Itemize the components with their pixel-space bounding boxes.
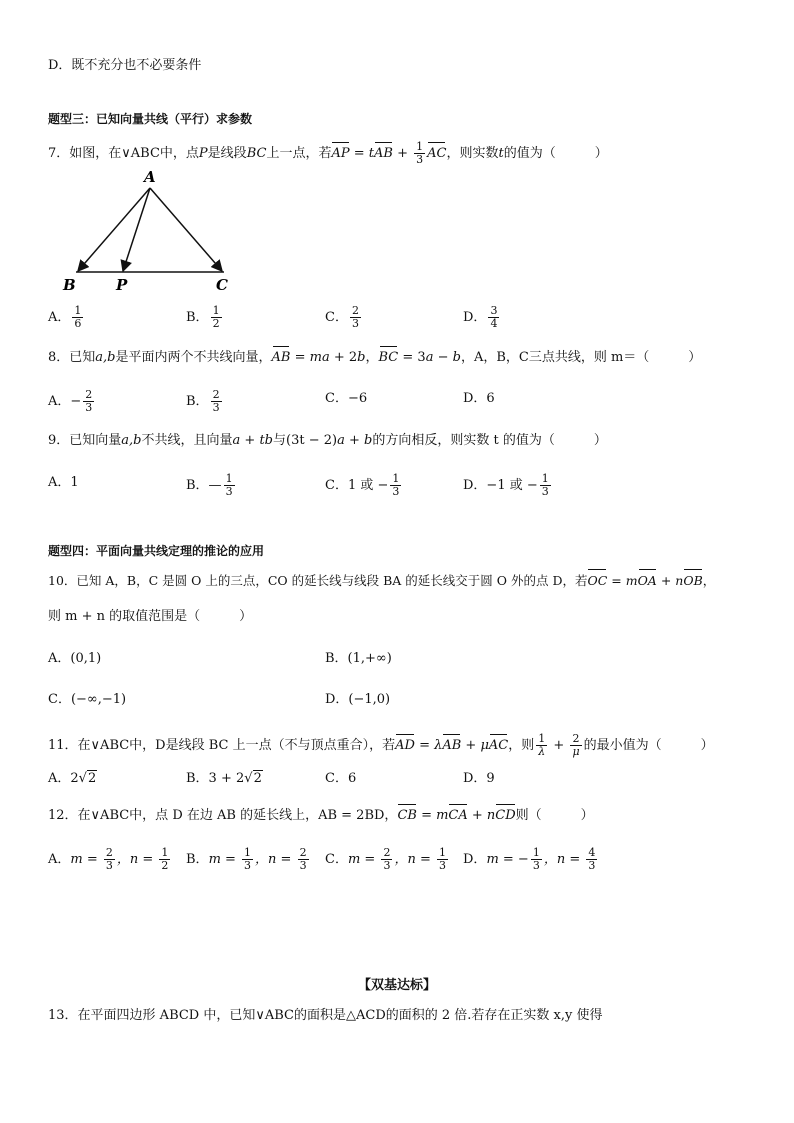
- q7-opt-c-label: C．: [325, 310, 348, 325]
- q12-opt-b-mfrac: [242, 847, 253, 872]
- q12-opt-c-mnum: 2: [383, 846, 391, 859]
- q9-opt-b-den: 3: [225, 485, 233, 498]
- q7-opt-b-label: B．: [186, 310, 209, 325]
- q8-opt-a-den: 3: [85, 401, 93, 414]
- q12-eq: = m: [416, 808, 449, 823]
- q7-triangle-figure: [58, 168, 243, 296]
- q7-opt-b-frac: [211, 305, 222, 330]
- q7-opt-a-frac: [72, 305, 83, 330]
- q12-option-d: [463, 847, 599, 872]
- q8-mid: 是平面内两个不共线向量，: [115, 350, 272, 365]
- q12-opt-a-m: m =: [70, 852, 102, 867]
- q9-option-a: A．1: [48, 475, 79, 490]
- q12-opt-c-mden: 3: [383, 859, 391, 872]
- q11-mid: ，则: [508, 738, 535, 753]
- q12-stem: [48, 806, 594, 826]
- q8-b2: b: [452, 350, 461, 365]
- q7-option-d: [463, 305, 501, 330]
- q7-opt-b-num: 1: [212, 304, 220, 317]
- q9-opt-b-frac: [224, 473, 235, 498]
- q12-option-c: [325, 847, 450, 872]
- q7-fraction: [414, 141, 425, 166]
- section-heading-3: 题型三：已知向量共线（平行）求参数: [48, 112, 253, 126]
- q12-opt-a-n: ，n =: [116, 852, 158, 867]
- q6-option-d: D．既不充分也不必要条件: [48, 58, 202, 73]
- q7-opt-b-den: 2: [212, 317, 220, 330]
- q7-vector-ab: [78, 188, 150, 271]
- q12-opt-a-mfrac: [104, 847, 115, 872]
- q12-opt-b-nden: 3: [299, 859, 307, 872]
- q12-option-b: [186, 847, 311, 872]
- q13-stem: 13．在平面四边形 ABCD 中，已知∨ABC的面积是△ACD的面积的 2 倍.若存在正实数 x,y 使得: [48, 1008, 603, 1023]
- q8-vec-bc: BC: [379, 348, 399, 368]
- q8-option-a: [48, 389, 96, 414]
- q12-opt-d-n: ，n =: [543, 852, 585, 867]
- q9-option-c: [325, 473, 403, 498]
- q9-v2a: a: [337, 433, 345, 448]
- q7-stem: [48, 141, 608, 166]
- q11-frac1: [536, 733, 547, 758]
- q12-opt-d-nfrac: [586, 847, 597, 872]
- q11-vec-ad: AD: [395, 736, 415, 756]
- q9-suffix: 的方向相反，则实数 t 的值为（ ）: [372, 433, 607, 448]
- q7-label-c: C: [216, 276, 228, 294]
- q9-opt-b-label: B．—: [186, 478, 222, 493]
- section-heading-4: 题型四：平面向量共线定理的推论的应用: [48, 544, 265, 558]
- q11-opt-a-root: 2: [87, 771, 97, 786]
- q12-opt-d-m: m = −: [486, 852, 529, 867]
- q12-opt-b-nfrac: [298, 847, 309, 872]
- q8-eq2b: −: [433, 350, 453, 365]
- q9-v2b: b: [364, 433, 373, 448]
- q11-eq: = λ: [414, 738, 443, 753]
- q11-vec-ac: AC: [489, 736, 508, 756]
- q7-frac-den: 3: [416, 153, 424, 166]
- q11-stem: [48, 733, 714, 758]
- q8-a1: a: [321, 350, 330, 365]
- q11-opt-b-root: 2: [253, 771, 262, 786]
- q12-opt-d-nnum: 4: [588, 846, 596, 859]
- q9-v2m: +: [344, 433, 365, 448]
- q12-opt-c-mfrac: [381, 847, 392, 872]
- q9-stem: [48, 431, 607, 451]
- q9-vars: a,b: [121, 433, 142, 448]
- q9-opt-c-frac: [390, 473, 401, 498]
- q7-opt-a-num: 1: [74, 304, 82, 317]
- q11-opt-b-sqrt: √2: [244, 771, 262, 786]
- q7-suffix: ，则实数: [446, 146, 499, 161]
- q12-opt-d-mden: 3: [532, 859, 540, 872]
- q7-plus: +: [392, 146, 413, 161]
- q8-opt-b-label: B．: [186, 394, 209, 409]
- q9-option-b: [186, 473, 237, 498]
- q12-opt-c-nfrac: [437, 847, 448, 872]
- q12-suffix: 则（ ）: [515, 808, 594, 823]
- q10-plus: + n: [656, 573, 684, 588]
- q8-opt-a-frac: [83, 389, 94, 414]
- q12-opt-d-mnum: 1: [532, 846, 540, 859]
- q8-opt-b-frac: [211, 389, 222, 414]
- q8-opt-a-label: A．: [48, 394, 71, 409]
- q8-eq1b: + 2: [329, 350, 358, 365]
- q10-stem-line2: 则 m + n 的取值范围是（ ）: [48, 609, 253, 624]
- q8-opt-a-num: 2: [85, 388, 93, 401]
- q8-vec-ab: AB: [272, 348, 291, 368]
- q7-option-b: [186, 305, 224, 330]
- q7-t2: t: [498, 146, 504, 161]
- q12-opt-b-n: ，n =: [255, 852, 296, 867]
- q7-bc: BC: [246, 146, 267, 161]
- q12-opt-b-nnum: 2: [299, 846, 307, 859]
- q10-option-a: A．(0,1): [48, 651, 102, 666]
- q11-prefix: 11．在∨ABC中，D是线段 BC 上一点（不与顶点重合），若: [48, 738, 396, 753]
- q11-frac1-den: λ: [538, 745, 546, 758]
- q12-opt-d-nden: 3: [588, 859, 596, 872]
- q8-opt-a-sign: −: [70, 394, 82, 409]
- q8-opt-b-num: 2: [212, 388, 220, 401]
- q12-opt-b-mnum: 1: [244, 846, 252, 859]
- q12-vec-ca: CA: [448, 806, 467, 826]
- q11-opt-a-sqrt: √2: [78, 771, 97, 786]
- q12-vec-cd: CD: [495, 806, 515, 826]
- q8-a2: a: [425, 350, 434, 365]
- q12-opt-b-mden: 3: [244, 859, 252, 872]
- q11-opt-b-label: B．3 + 2: [186, 771, 245, 786]
- q12-option-a: [48, 847, 172, 872]
- q12-opt-d-mfrac: [531, 847, 542, 872]
- q8-opt-b-den: 3: [212, 401, 220, 414]
- q8-sep: ，: [365, 350, 379, 365]
- q7-label-b: B: [63, 276, 76, 294]
- q11-opt-a-label: A．2: [48, 771, 79, 786]
- q7-mid2: 上一点，若: [266, 146, 332, 161]
- q9-v1a: a: [232, 433, 241, 448]
- q7-vec-ab: AB: [374, 144, 393, 164]
- q7-end: 的值为（ ）: [503, 146, 608, 161]
- q9-opt-d-den: 3: [541, 485, 549, 498]
- q7-eq: =: [349, 146, 369, 161]
- q7-frac-num: 1: [416, 140, 424, 153]
- q11-frac2: [570, 733, 581, 758]
- q7-opt-c-frac: [350, 305, 361, 330]
- q11-frac2-den: μ: [572, 745, 580, 758]
- q7-prefix: 7．如图，在∨ABC中，点: [48, 146, 199, 161]
- q12-opt-a-label: A．: [48, 852, 71, 867]
- q8-suffix: ，A，B，C三点共线，则 m＝（ ）: [460, 350, 702, 365]
- q7-vector-ap: [123, 188, 150, 271]
- q7-option-a: [48, 305, 85, 330]
- q9-opt-c-den: 3: [392, 485, 400, 498]
- q11-frac1-num: 1: [538, 732, 546, 745]
- q12-opt-b-label: B．: [186, 852, 209, 867]
- q8-option-b: [186, 389, 224, 414]
- q10-option-b: B．(1,+∞): [325, 651, 392, 666]
- q7-mid: 是线段: [207, 146, 247, 161]
- q7-vector-ac: [150, 188, 222, 271]
- q7-label-a: A: [144, 168, 156, 186]
- q10-option-d: D．(−1,0): [325, 692, 391, 707]
- q7-opt-a-den: 6: [74, 317, 82, 330]
- q12-vec-cb: CB: [397, 806, 417, 826]
- q10-stem-line1: [48, 571, 715, 591]
- q7-opt-c-den: 3: [351, 317, 359, 330]
- q7-option-c: [325, 305, 363, 330]
- q12-opt-a-mden: 3: [105, 859, 113, 872]
- q12-opt-d-label: D．: [463, 852, 487, 867]
- q8-option-d: D．6: [463, 391, 495, 406]
- q7-opt-a-label: A．: [48, 310, 71, 325]
- q11-option-a: [48, 769, 97, 789]
- q7-p: P: [198, 146, 208, 161]
- q12-opt-a-nnum: 1: [161, 846, 169, 859]
- q11-option-b: [186, 769, 263, 789]
- q11-option-c: C．6: [325, 771, 357, 786]
- q12-opt-b-m: m =: [208, 852, 241, 867]
- q9-opt-d-num: 1: [541, 472, 549, 485]
- q8-stem: [48, 348, 701, 368]
- q12-opt-c-n: ，n =: [394, 852, 435, 867]
- q8-prefix: 8．已知: [48, 350, 96, 365]
- q11-suffix: 的最小值为（ ）: [583, 738, 714, 753]
- q7-opt-d-frac: [488, 305, 499, 330]
- q10-vec-oc: OC: [587, 571, 607, 591]
- q8-b1: b: [357, 350, 366, 365]
- q7-vec-ap: AP: [331, 144, 349, 164]
- q12-opt-c-nden: 3: [438, 859, 446, 872]
- q8-eq1: = m: [290, 350, 322, 365]
- q11-option-d: D．9: [463, 771, 495, 786]
- q9-opt-c-label: C．1 或 −: [325, 478, 389, 493]
- q10-comma: ，: [702, 573, 716, 588]
- q11-plus2: +: [549, 738, 569, 753]
- q11-vec-ab: AB: [442, 736, 461, 756]
- q9-mid2: 与: [273, 433, 287, 448]
- q7-opt-d-num: 3: [490, 304, 498, 317]
- q10-vec-oa: OA: [638, 571, 657, 591]
- q9-opt-b-num: 1: [225, 472, 233, 485]
- section-heading-basics: 【双基达标】: [357, 978, 436, 993]
- q12-opt-c-m: m =: [347, 852, 380, 867]
- q9-v2pre: (3t − 2): [286, 433, 338, 448]
- q10-option-c: C．(−∞,−1): [48, 692, 127, 707]
- q8-vars: a,b: [95, 350, 116, 365]
- q8-option-c: C．−6: [325, 391, 368, 406]
- q8-eq2: = 3: [398, 350, 426, 365]
- q12-prefix: 12．在∨ABC中，点 D 在边 AB 的延长线上，AB = 2BD，: [48, 808, 398, 823]
- q9-opt-d-label: D．−1 或 −: [463, 478, 538, 493]
- q9-v1m: + t: [240, 433, 265, 448]
- q12-opt-c-label: C．: [325, 852, 348, 867]
- q12-opt-a-nden: 2: [161, 859, 169, 872]
- q9-option-d: [463, 473, 553, 498]
- q12-plus: + n: [467, 808, 496, 823]
- q7-opt-d-label: D．: [463, 310, 487, 325]
- q7-opt-c-num: 2: [351, 304, 359, 317]
- q11-plus: + μ: [461, 738, 489, 753]
- q7-vec-ac: AC: [427, 144, 446, 164]
- q10-vec-ob: OB: [683, 571, 702, 591]
- q12-opt-a-nfrac: [159, 847, 170, 872]
- q12-opt-c-nnum: 1: [438, 846, 446, 859]
- q9-mid: 不共线，且向量: [141, 433, 233, 448]
- q9-v1b: b: [264, 433, 273, 448]
- q12-opt-a-mnum: 2: [105, 846, 113, 859]
- q9-opt-d-frac: [540, 473, 551, 498]
- q7-label-p: P: [116, 276, 128, 294]
- q10-line1: 10．已知 A，B，C 是圆 O 上的三点，CO 的延长线与线段 BA 的延长线交于圆 O 外的点 D，若: [48, 573, 588, 588]
- q10-eq: = m: [607, 573, 638, 588]
- q7-t: t: [368, 146, 374, 161]
- q9-opt-c-num: 1: [392, 472, 400, 485]
- q9-prefix: 9．已知向量: [48, 433, 122, 448]
- q11-frac2-num: 2: [570, 733, 581, 746]
- q7-opt-d-den: 4: [490, 317, 498, 330]
